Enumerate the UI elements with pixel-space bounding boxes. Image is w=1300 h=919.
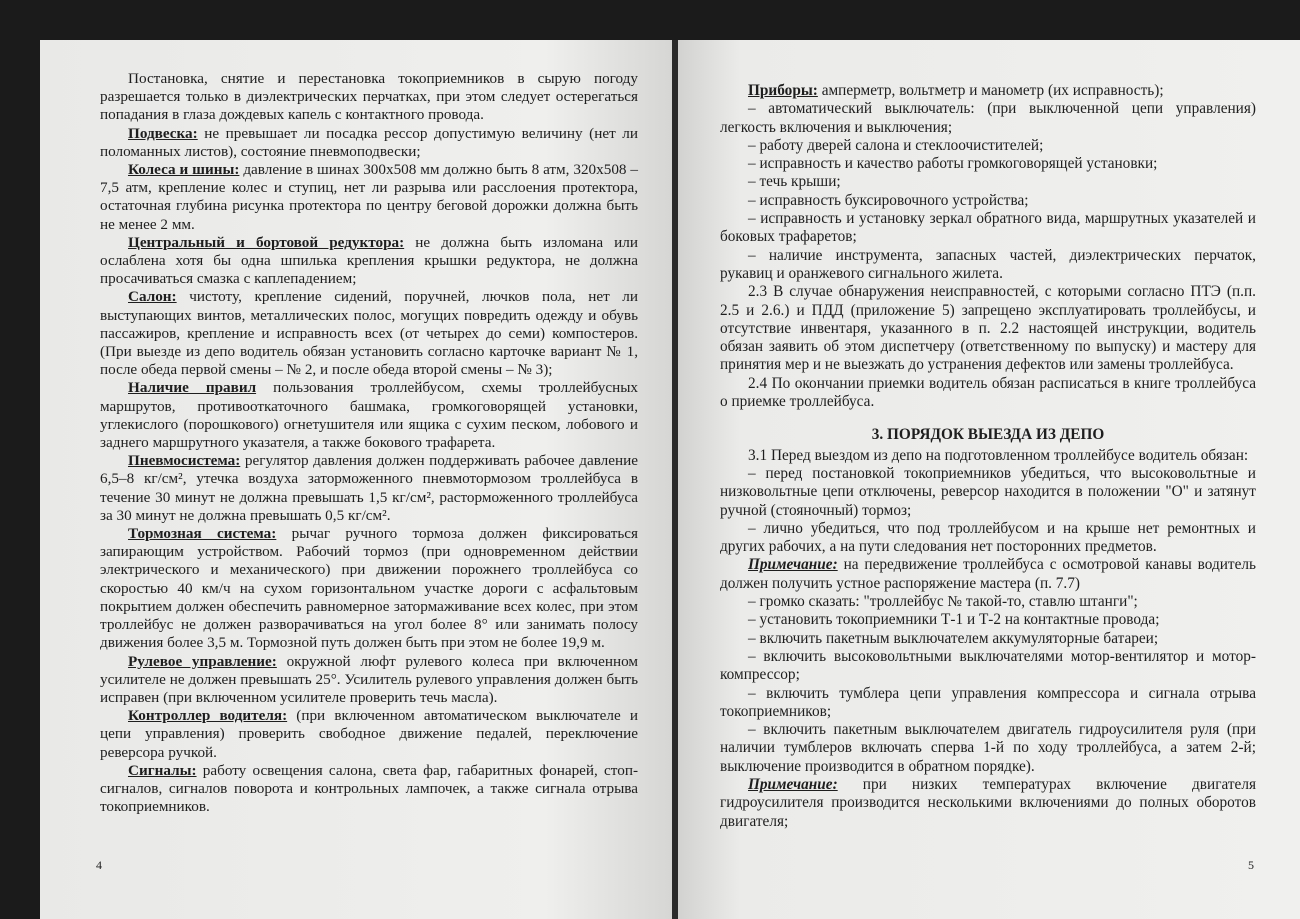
paragraph-text: (при включенном автоматическом выключателе и цепи управления) проверить свободное движение педалей, переключение реверсора ручкой.	[100, 707, 639, 761]
section-heading: Пневмосистема:	[128, 452, 241, 470]
section-heading: Сигналы:	[128, 761, 197, 779]
paragraph-text: работу освещения салона, света фар, габаритных фонарей, стоп-сигналов, сигналов поворота и контрольных лампочек, а также сигнала отрыва токоприемников.	[100, 761, 639, 816]
list-item: – наличие инструмента, запасных частей, диэлектрических перчаток, рукавиц и оранжевого сигнального жилета.	[720, 246, 1256, 282]
paragraph	[100, 762, 638, 817]
paragraph	[720, 82, 1256, 100]
paragraph: 2.3 В случае обнаружения неисправностей, с которыми согласно ПТЭ (п.п. 2.5 и 2.6.) и ПДД (приложение 5) запрещено эксплуатировать троллейбусы, и отсутствие инвентаря, указанного в п. 2.2 настоящей инструкции, водитель обязан заявить об этом диспетчеру (ответственному по выпуску) и мастеру для принятия мер и не выезжать до устранения дефектов или замены троллейбуса.	[720, 283, 1256, 374]
note-heading: Примечание:	[748, 556, 838, 574]
list-item: – перед постановкой токоприемников убедиться, что высоковольтные и низковольтные цепи отключены, реверсор находится в положении "О" и затянут ручной (стояночный) тормоз;	[720, 464, 1256, 519]
paragraph-text: давление в шинах 300х508 мм должно быть 8 атм, 320х508 – 7,5 атм, крепление колес и ступиц, нет ли разрыва или расслоения протектора, остаточная глубина рисунка протектора по центру беговой дорожки должна быть не менее 2 мм.	[100, 161, 639, 233]
list-item: – включить пакетным выключателем аккумуляторные батареи;	[748, 629, 1159, 647]
paragraph-text: окружной люфт рулевого колеса при включенном усилителе не должен превышать 25°. Усилитель рулевого управления должен быть исправен (при включенном усилителе проверить течь масла).	[100, 652, 638, 706]
paragraph: 2.4 По окончании приемки водитель обязан расписаться в книге троллейбуса о приемке троллейбуса.	[720, 374, 1256, 411]
list-item: – работу дверей салона и стеклоочистителей;	[748, 136, 1044, 154]
list-item: – громко сказать: "троллейбус № такой-то, ставлю штанги";	[748, 593, 1138, 611]
note-text: на передвижение троллейбуса с осмотровой канавы водитель должен получить устное распоряжение мастера (п. 7.7)	[720, 556, 1256, 592]
paragraph-text: регулятор давления должен поддерживать рабочее давление 6,5–8 кг/см², утечка воздуха заторможенного пневмотормозом троллейбуса в течение 30 минут не должна превышать 1,5 кг/см², расторможенного троллейбуса за 30 минут не должна превышать 0,5 кг/см².	[100, 452, 638, 524]
page-number: 4	[96, 858, 102, 872]
paragraph	[100, 707, 638, 762]
list-item: – автоматический выключатель: (при выключенной цепи управления) легкость включения и выключения;	[720, 100, 1256, 136]
paragraph: 3.1 Перед выездом из депо на подготовленном троллейбусе водитель обязан:	[748, 446, 1249, 464]
section-heading: Подвеска:	[128, 124, 198, 142]
note-text: при низких температурах включение двигателя гидроусилителя производится несколькими включениями до полных оборотов двигателя;	[720, 775, 1257, 830]
list-item: – включить тумблера цепи управления компрессора и сигнала отрыва токоприемников;	[720, 684, 1256, 720]
note	[720, 776, 1256, 831]
paragraph	[100, 234, 638, 289]
section-heading: Рулевое управление:	[128, 652, 277, 670]
section-heading: Наличие правил	[128, 379, 257, 397]
section-heading: Колеса и шины:	[128, 161, 240, 179]
paragraph-text: рычаг ручного тормоза должен фиксироваться запирающим устройством. Рабочий тормоз (при одновременном действии электрического и механического) при движении порожнего троллейбуса со скоростью 40 км/ч на сухом горизонтальном участке дороги с асфальтовым покрытием должен обеспечить равномерное затормаживание всех колес, при этом троллейбус не должен разворачиваться на угол более 8° или занимать полосу движения более 3,5 м. Тормозной путь должен быть при этом не более 19,9 м.	[100, 525, 638, 652]
paragraph-text: пользования троллейбусом, схемы троллейбусных маршрутов, противооткаточного башмака, громкоговорящей установки, углекислого (порошкового) огнетушителя или ящика с сухим песком, лобового и заднего маршрутного указателя, а также бокового трафарета.	[100, 379, 639, 452]
list-item: – лично убедиться, что под троллейбусом и на крыше нет ремонтных и других рабочих, а на пути следования нет посторонних предметов.	[720, 519, 1256, 556]
left-page	[40, 40, 672, 919]
section-heading: Приборы:	[748, 82, 818, 99]
paragraph	[100, 161, 638, 234]
paragraph	[100, 125, 638, 161]
list-item: – исправность и качество работы громкоговорящей установки;	[748, 155, 1158, 173]
right-page	[678, 40, 1300, 919]
paragraph-text: чистоту, крепление сидений, поручней, лючков пола, нет ли выступающих винтов, металлических полос, могущих повредить одежду и обувь пассажиров, крепление и исправность всех (от четырех до семи) компостеров. (При выезде из депо водитель обязан установить согласно карточке вариант № 1, после обеда первой смены – № 2, и после обеда второй смены – № 3);	[100, 288, 638, 379]
note	[720, 556, 1256, 593]
paragraph	[100, 379, 638, 452]
paragraph	[100, 288, 638, 379]
paragraph	[100, 525, 638, 652]
section-heading: Салон:	[128, 288, 177, 306]
list-item: – исправность и установку зеркал обратного вида, маршрутных указателей и боковых трафаретов;	[720, 210, 1256, 246]
paragraph	[100, 653, 638, 708]
paragraph	[100, 452, 638, 525]
section-heading: Тормозная система:	[128, 525, 277, 543]
list-item: – включить высоковольтными выключателями мотор-вентилятор и мотор-компрессор;	[720, 647, 1256, 684]
paragraph: Постановка, снятие и перестановка токоприемников в сырую погоду разрешается только в диэлектрических перчатках, при этом следует остерегаться попадания в глаза дождевых капель с контактного провода.	[100, 70, 638, 124]
page-number: 5	[1248, 858, 1254, 872]
list-item: – включить пакетным выключателем двигатель гидроусилителя руля (при наличии тумблеров включать сперва 1-й по ходу троллейбуса, а затем 2-й; выключение производится в обратном порядке).	[720, 721, 1256, 775]
list-item: – течь крыши;	[748, 173, 841, 191]
paragraph-text: не должна быть изломана или ослаблена хотя бы одна шпилька крепления крышки редуктора, не должна просачиваться смазка с каплепадением;	[100, 233, 639, 288]
section-heading: Контроллер водителя:	[128, 707, 288, 725]
paragraph-text: не превышает ли посадка рессор допустимую величину (нет ли поломанных листов), состояние пневмоподвески;	[100, 124, 638, 160]
list-item: – установить токоприемники Т-1 и Т-2 на контактные провода;	[748, 611, 1160, 629]
note-heading: Примечание:	[748, 775, 838, 793]
list-item: – исправность буксировочного устройства;	[748, 191, 1029, 209]
section-heading: Центральный и бортовой редуктора:	[128, 233, 405, 251]
section-title: 3. ПОРЯДОК ВЫЕЗДА ИЗ ДЕПО	[871, 426, 1105, 444]
paragraph-text: амперметр, вольтметр и манометр (их исправность);	[821, 82, 1164, 99]
